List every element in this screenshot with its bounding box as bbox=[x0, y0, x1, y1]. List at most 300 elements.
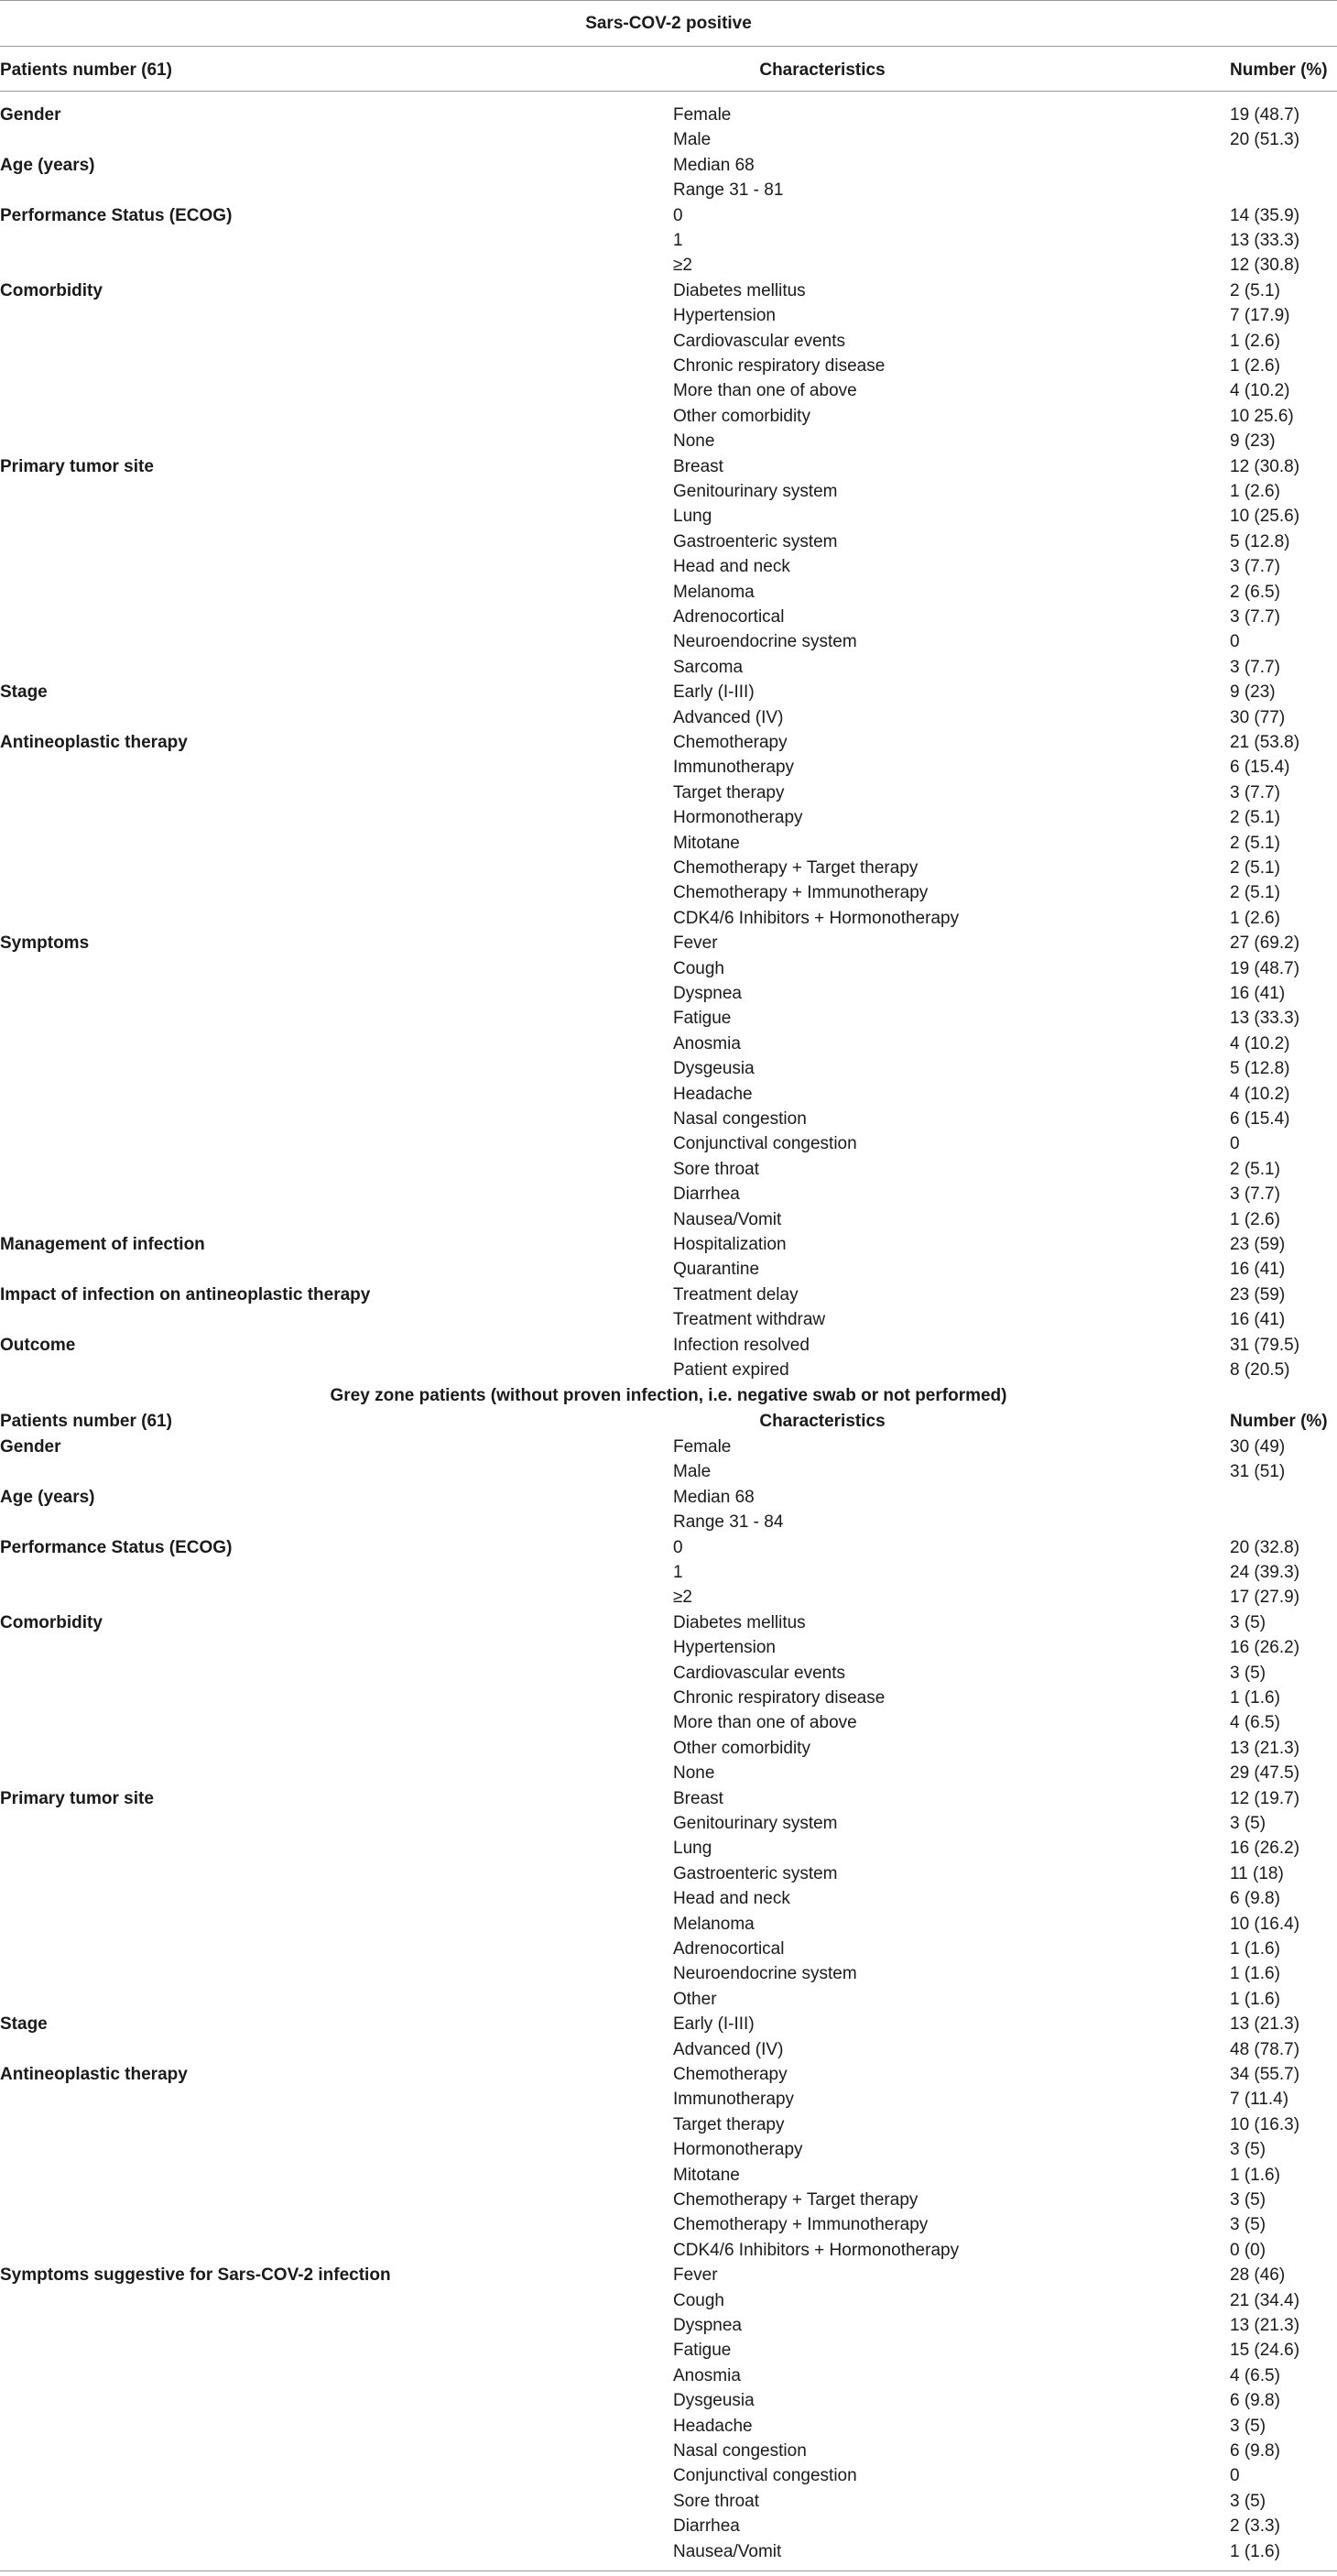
header-rule bbox=[0, 91, 1337, 92]
table-row bbox=[0, 1257, 1337, 1282]
table-row bbox=[0, 1307, 1337, 1332]
table-row bbox=[0, 1459, 1337, 1484]
table-row bbox=[0, 2163, 1337, 2188]
table-row bbox=[0, 2212, 1337, 2237]
table-row bbox=[0, 655, 1337, 680]
table-row bbox=[0, 1056, 1337, 1081]
row-characteristic: Other bbox=[673, 1989, 717, 2009]
row-characteristic: Hypertension bbox=[673, 306, 776, 326]
table-row bbox=[0, 2489, 1337, 2514]
row-number: 3 (5) bbox=[1230, 2215, 1266, 2235]
row-characteristic: Genitourinary system bbox=[673, 1814, 838, 1833]
table-row bbox=[0, 2463, 1337, 2488]
row-characteristic: Mitotane bbox=[673, 2165, 740, 2185]
table-row bbox=[0, 1283, 1337, 1307]
row-number: 8 (20.5) bbox=[1230, 1360, 1290, 1380]
row-number: 34 (55.7) bbox=[1230, 2065, 1300, 2084]
row-number: 31 (51) bbox=[1230, 1462, 1286, 1482]
table-row bbox=[0, 2012, 1337, 2036]
column-header-number: Number (%) bbox=[1230, 1412, 1328, 1431]
row-number: 5 (12.8) bbox=[1230, 531, 1290, 551]
table-row bbox=[0, 1710, 1337, 1735]
row-number: 3 (7.7) bbox=[1230, 782, 1280, 802]
row-number: 3 (5) bbox=[1230, 2416, 1266, 2436]
row-number: 1 (2.6) bbox=[1230, 331, 1280, 351]
row-number: 0 bbox=[1230, 2466, 1240, 2486]
row-category: Comorbidity bbox=[0, 1612, 103, 1632]
row-number: 3 (5) bbox=[1230, 2190, 1266, 2210]
table-row bbox=[0, 1836, 1337, 1861]
table-row bbox=[0, 228, 1337, 253]
row-number: 4 (10.2) bbox=[1230, 1033, 1290, 1053]
table-row bbox=[0, 429, 1337, 453]
row-characteristic: 0 bbox=[673, 205, 683, 225]
table-row bbox=[0, 1686, 1337, 1710]
table-row bbox=[0, 755, 1337, 780]
row-number: 48 (78.7) bbox=[1230, 2039, 1300, 2059]
table-row bbox=[0, 378, 1337, 403]
row-category: Antineoplastic therapy bbox=[0, 2065, 188, 2084]
row-characteristic: Female bbox=[673, 1437, 732, 1457]
row-characteristic: Headache bbox=[673, 1084, 753, 1104]
row-characteristic: Male bbox=[673, 1462, 712, 1482]
row-number: 3 (5) bbox=[1230, 1814, 1266, 1833]
table-row bbox=[0, 404, 1337, 429]
row-number: 10 25.6) bbox=[1230, 406, 1294, 426]
row-number: 19 (48.7) bbox=[1230, 958, 1300, 978]
row-characteristic: Genitourinary system bbox=[673, 482, 838, 501]
table-row bbox=[0, 1207, 1337, 1232]
row-characteristic: Hospitalization bbox=[673, 1235, 787, 1254]
row-category: Age (years) bbox=[0, 1487, 95, 1507]
row-number: 4 (6.5) bbox=[1230, 2365, 1280, 2385]
row-number: 3 (7.7) bbox=[1230, 1184, 1280, 1205]
table-top-rule bbox=[0, 0, 1337, 1]
row-characteristic: Gastroenteric system bbox=[673, 531, 838, 551]
row-category: Gender bbox=[0, 105, 61, 125]
row-number: 10 (25.6) bbox=[1230, 507, 1300, 527]
row-characteristic: Lung bbox=[673, 507, 712, 527]
row-characteristic: Sore throat bbox=[673, 1159, 759, 1179]
row-characteristic: Patient expired bbox=[673, 1360, 789, 1380]
row-number: 3 (5) bbox=[1230, 2491, 1266, 2511]
row-characteristic: Chemotherapy + Target therapy bbox=[673, 858, 919, 878]
row-characteristic: Chronic respiratory disease bbox=[673, 1688, 886, 1708]
table-row bbox=[0, 2137, 1337, 2162]
row-number: 7 (11.4) bbox=[1230, 2090, 1289, 2110]
row-characteristic: Sore throat bbox=[673, 2491, 759, 2511]
table-row bbox=[0, 1761, 1337, 1785]
table-row bbox=[0, 554, 1337, 579]
row-number: 0 bbox=[1230, 632, 1240, 652]
table-row bbox=[0, 1661, 1337, 1686]
table-row bbox=[0, 906, 1337, 931]
table-row bbox=[0, 580, 1337, 605]
table-row bbox=[0, 479, 1337, 504]
row-characteristic: Chemotherapy + Immunotherapy bbox=[673, 883, 929, 903]
row-characteristic: Adrenocortical bbox=[673, 607, 785, 627]
row-characteristic: Early (I-III) bbox=[673, 2014, 755, 2035]
table-row bbox=[0, 2188, 1337, 2212]
table-row bbox=[0, 1510, 1337, 1534]
row-characteristic: Target therapy bbox=[673, 782, 785, 802]
row-number: 3 (7.7) bbox=[1230, 607, 1280, 627]
column-header-characteristics: Characteristics bbox=[759, 1412, 886, 1431]
table-row bbox=[0, 931, 1337, 955]
row-characteristic: Chemotherapy bbox=[673, 733, 788, 752]
row-characteristic: Conjunctival congestion bbox=[673, 1134, 857, 1154]
row-number: 6 (9.8) bbox=[1230, 2391, 1280, 2411]
row-number: 30 (49) bbox=[1230, 1437, 1286, 1457]
table-row bbox=[0, 2062, 1337, 2087]
table-row bbox=[0, 605, 1337, 629]
table-row bbox=[0, 1031, 1337, 1056]
row-characteristic: Median 68 bbox=[673, 1487, 755, 1507]
table-row bbox=[0, 1786, 1337, 1811]
table-row bbox=[0, 1610, 1337, 1635]
row-number: 2 (5.1) bbox=[1230, 833, 1280, 853]
row-number: 7 (17.9) bbox=[1230, 306, 1290, 326]
row-characteristic: Mitotane bbox=[673, 833, 740, 853]
table-row bbox=[0, 680, 1337, 704]
table-row bbox=[0, 354, 1337, 378]
row-number: 1 (2.6) bbox=[1230, 908, 1280, 928]
row-characteristic: Median 68 bbox=[673, 155, 755, 175]
row-number: 31 (79.5) bbox=[1230, 1335, 1300, 1355]
row-characteristic: Melanoma bbox=[673, 1914, 755, 1934]
row-number: 2 (5.1) bbox=[1230, 280, 1280, 300]
row-number: 6 (9.8) bbox=[1230, 1889, 1280, 1909]
table-row bbox=[0, 178, 1337, 202]
row-characteristic: Head and neck bbox=[673, 1889, 790, 1909]
row-number: 13 (21.3) bbox=[1230, 2014, 1300, 2035]
table-row bbox=[0, 1006, 1337, 1031]
row-number: 13 (21.3) bbox=[1230, 2316, 1300, 2335]
row-number: 10 (16.3) bbox=[1230, 2114, 1300, 2134]
table-row bbox=[0, 956, 1337, 981]
row-category: Age (years) bbox=[0, 155, 95, 175]
table-row bbox=[0, 2388, 1337, 2413]
table-row bbox=[0, 1987, 1337, 2012]
row-number: 0 bbox=[1230, 1134, 1240, 1154]
table-row bbox=[0, 1435, 1337, 1459]
row-number: 15 (24.6) bbox=[1230, 2341, 1300, 2361]
table-row bbox=[0, 705, 1337, 730]
table-row bbox=[0, 2539, 1337, 2564]
row-number: 23 (59) bbox=[1230, 1284, 1286, 1304]
row-number: 21 (34.4) bbox=[1230, 2290, 1300, 2310]
row-characteristic: None bbox=[673, 431, 715, 452]
row-number: 4 (6.5) bbox=[1230, 1713, 1280, 1733]
row-characteristic: Lung bbox=[673, 1839, 712, 1859]
row-characteristic: Cardiovascular events bbox=[673, 1663, 845, 1683]
table-row bbox=[0, 629, 1337, 654]
row-number: 1 (2.6) bbox=[1230, 356, 1280, 376]
row-number: 1 (1.6) bbox=[1230, 1688, 1280, 1708]
row-characteristic: Fatigue bbox=[673, 1009, 732, 1029]
row-number: 3 (7.7) bbox=[1230, 657, 1280, 677]
row-number: 1 (1.6) bbox=[1230, 1939, 1280, 1959]
row-number: 2 (5.1) bbox=[1230, 883, 1280, 903]
row-number: 9 (23) bbox=[1230, 682, 1276, 703]
row-category: Performance Status (ECOG) bbox=[0, 1537, 233, 1557]
table-row bbox=[0, 856, 1337, 880]
table-row bbox=[0, 805, 1337, 830]
table-row bbox=[0, 1560, 1337, 1585]
row-characteristic: Nausea/Vomit bbox=[673, 1209, 782, 1229]
row-number: 1 (1.6) bbox=[1230, 2541, 1280, 2561]
column-header-patients: Patients number (61) bbox=[0, 60, 172, 80]
table-row bbox=[0, 2112, 1337, 2137]
section-rule bbox=[0, 46, 1337, 47]
table-row bbox=[0, 1736, 1337, 1761]
row-characteristic: Chemotherapy bbox=[673, 2065, 788, 2084]
section-title-positive: Sars-COV-2 positive bbox=[585, 14, 752, 33]
row-number: 16 (41) bbox=[1230, 984, 1286, 1003]
row-characteristic: More than one of above bbox=[673, 381, 857, 401]
table-row bbox=[0, 2288, 1337, 2313]
table-row bbox=[0, 1811, 1337, 1836]
row-number: 3 (5) bbox=[1230, 1663, 1266, 1683]
table-row bbox=[0, 1961, 1337, 1986]
row-category: Primary tumor site bbox=[0, 456, 154, 476]
row-characteristic: 0 bbox=[673, 1537, 683, 1557]
row-characteristic: Other comorbidity bbox=[673, 1738, 810, 1758]
row-category: Management of infection bbox=[0, 1235, 205, 1254]
row-category: Antineoplastic therapy bbox=[0, 733, 188, 752]
table-row bbox=[0, 303, 1337, 328]
row-number: 13 (33.3) bbox=[1230, 231, 1300, 250]
table-row bbox=[0, 880, 1337, 905]
column-header-row bbox=[0, 1409, 1337, 1434]
table-row bbox=[0, 2087, 1337, 2112]
row-characteristic: Cough bbox=[673, 2290, 724, 2310]
row-number: 6 (15.4) bbox=[1230, 758, 1290, 778]
row-number: 16 (41) bbox=[1230, 1260, 1286, 1280]
row-characteristic: Hypertension bbox=[673, 1638, 776, 1658]
row-characteristic: Target therapy bbox=[673, 2114, 785, 2134]
row-number: 1 (2.6) bbox=[1230, 482, 1280, 501]
table-row bbox=[0, 1333, 1337, 1358]
table-row bbox=[0, 780, 1337, 805]
row-number: 12 (30.8) bbox=[1230, 456, 1300, 476]
row-number: 23 (59) bbox=[1230, 1235, 1286, 1254]
table-row bbox=[0, 730, 1337, 755]
row-number: 1 (2.6) bbox=[1230, 1209, 1280, 1229]
row-characteristic: Melanoma bbox=[673, 582, 755, 602]
row-characteristic: Treatment delay bbox=[673, 1284, 799, 1304]
row-characteristic: Chemotherapy + Immunotherapy bbox=[673, 2215, 929, 2235]
table-row bbox=[0, 278, 1337, 303]
table-row bbox=[0, 2439, 1337, 2463]
row-number: 4 (10.2) bbox=[1230, 381, 1290, 401]
row-number: 1 (1.6) bbox=[1230, 1964, 1280, 1984]
row-characteristic: Breast bbox=[673, 1788, 723, 1808]
table-row bbox=[0, 1535, 1337, 1560]
row-number: 3 (7.7) bbox=[1230, 557, 1280, 577]
row-characteristic: Neuroendocrine system bbox=[673, 1964, 857, 1984]
row-characteristic: None bbox=[673, 1763, 715, 1784]
column-header-row bbox=[0, 58, 1337, 82]
row-characteristic: ≥2 bbox=[673, 256, 692, 276]
row-characteristic: Infection resolved bbox=[673, 1335, 810, 1355]
section-title-grey-zone: Grey zone patients (without proven infection, i.e. negative swab or not performed) bbox=[330, 1386, 1007, 1405]
row-characteristic: Advanced (IV) bbox=[673, 707, 784, 727]
table-row bbox=[0, 1485, 1337, 1510]
row-characteristic: Diabetes mellitus bbox=[673, 1612, 806, 1632]
row-number: 13 (33.3) bbox=[1230, 1009, 1300, 1029]
table-row bbox=[0, 2514, 1337, 2538]
row-number: 24 (39.3) bbox=[1230, 1563, 1300, 1582]
row-number: 27 (69.2) bbox=[1230, 933, 1300, 954]
row-characteristic: Dysgeusia bbox=[673, 1059, 755, 1079]
row-number: 3 (5) bbox=[1230, 1612, 1266, 1632]
row-category: Stage bbox=[0, 682, 48, 703]
row-category: Comorbidity bbox=[0, 280, 103, 300]
row-number: 2 (6.5) bbox=[1230, 582, 1280, 602]
row-characteristic: Cardiovascular events bbox=[673, 331, 845, 351]
row-number: 2 (5.1) bbox=[1230, 858, 1280, 878]
table-row bbox=[0, 1861, 1337, 1886]
row-number: 29 (47.5) bbox=[1230, 1763, 1300, 1784]
table-row bbox=[0, 2313, 1337, 2338]
table-row bbox=[0, 831, 1337, 856]
row-characteristic: Female bbox=[673, 105, 732, 125]
row-number: 6 (15.4) bbox=[1230, 1109, 1290, 1129]
row-characteristic: Anosmia bbox=[673, 2365, 741, 2385]
row-number: 2 (5.1) bbox=[1230, 808, 1280, 828]
row-characteristic: Sarcoma bbox=[673, 657, 744, 677]
row-characteristic: Advanced (IV) bbox=[673, 2039, 784, 2059]
table-row bbox=[0, 1131, 1337, 1156]
row-number: 2 (3.3) bbox=[1230, 2516, 1280, 2537]
row-characteristic: Conjunctival congestion bbox=[673, 2466, 857, 2486]
row-characteristic: Other comorbidity bbox=[673, 406, 810, 426]
row-characteristic: Chronic respiratory disease bbox=[673, 356, 886, 376]
row-category: Primary tumor site bbox=[0, 1788, 154, 1808]
row-characteristic: Diarrhea bbox=[673, 1184, 740, 1205]
row-characteristic: Diabetes mellitus bbox=[673, 280, 806, 300]
table-row bbox=[0, 329, 1337, 354]
table-row bbox=[0, 2414, 1337, 2439]
row-number: 11 (18) bbox=[1230, 1863, 1284, 1883]
row-characteristic: Diarrhea bbox=[673, 2516, 740, 2537]
row-number: 21 (53.8) bbox=[1230, 733, 1300, 752]
row-number: 16 (26.2) bbox=[1230, 1638, 1300, 1658]
row-characteristic: Dyspnea bbox=[673, 2316, 742, 2335]
row-characteristic: Nausea/Vomit bbox=[673, 2541, 782, 2561]
row-characteristic: Hormonotherapy bbox=[673, 808, 803, 828]
row-number: 30 (77) bbox=[1230, 707, 1286, 727]
table-row bbox=[0, 2037, 1337, 2062]
row-category: Gender bbox=[0, 1437, 61, 1457]
row-number: 19 (48.7) bbox=[1230, 105, 1300, 125]
row-characteristic: Fever bbox=[673, 2265, 718, 2286]
table-row bbox=[0, 1082, 1337, 1107]
row-characteristic: Headache bbox=[673, 2416, 753, 2436]
table-row bbox=[0, 504, 1337, 529]
row-characteristic: Adrenocortical bbox=[673, 1939, 785, 1959]
table-row bbox=[0, 127, 1337, 152]
row-number: 20 (51.3) bbox=[1230, 130, 1300, 150]
row-number: 6 (9.8) bbox=[1230, 2441, 1280, 2461]
row-characteristic: Anosmia bbox=[673, 1033, 741, 1053]
row-characteristic: Quarantine bbox=[673, 1260, 760, 1280]
table-row bbox=[0, 253, 1337, 278]
row-characteristic: Treatment withdraw bbox=[673, 1310, 826, 1330]
row-characteristic: Range 31 - 84 bbox=[673, 1512, 784, 1533]
column-header-patients: Patients number (61) bbox=[0, 1412, 172, 1431]
row-number: 1 (1.6) bbox=[1230, 1989, 1280, 2009]
row-number: 1 (1.6) bbox=[1230, 2165, 1280, 2185]
table-row bbox=[0, 1937, 1337, 1961]
row-characteristic: Early (I-III) bbox=[673, 682, 755, 703]
table-row bbox=[0, 1182, 1337, 1206]
row-category: Symptoms bbox=[0, 933, 90, 954]
row-characteristic: Immunotherapy bbox=[673, 758, 795, 778]
row-number: 9 (23) bbox=[1230, 431, 1276, 452]
row-characteristic: 1 bbox=[673, 1563, 683, 1582]
row-number: 3 (5) bbox=[1230, 2140, 1266, 2160]
row-category: Symptoms suggestive for Sars-COV-2 infection bbox=[0, 2265, 391, 2286]
row-number: 13 (21.3) bbox=[1230, 1738, 1300, 1758]
table-row bbox=[0, 203, 1337, 228]
row-characteristic: ≥2 bbox=[673, 1588, 692, 1608]
table-row bbox=[0, 529, 1337, 554]
row-number: 14 (35.9) bbox=[1230, 205, 1300, 225]
row-number: 16 (41) bbox=[1230, 1310, 1286, 1330]
table-row bbox=[0, 1232, 1337, 1257]
row-characteristic: Neuroendocrine system bbox=[673, 632, 857, 652]
row-characteristic: Immunotherapy bbox=[673, 2090, 795, 2110]
row-category: Outcome bbox=[0, 1335, 76, 1355]
row-characteristic: Hormonotherapy bbox=[673, 2140, 803, 2160]
row-number: 12 (30.8) bbox=[1230, 256, 1300, 276]
row-characteristic: Breast bbox=[673, 456, 723, 476]
row-characteristic: Cough bbox=[673, 958, 724, 978]
row-category: Stage bbox=[0, 2014, 48, 2035]
row-number: 12 (19.7) bbox=[1230, 1788, 1300, 1808]
row-characteristic: Nasal congestion bbox=[673, 2441, 807, 2461]
table-row bbox=[0, 981, 1337, 1006]
row-characteristic: 1 bbox=[673, 231, 683, 250]
row-number: 10 (16.4) bbox=[1230, 1914, 1300, 1934]
table-row bbox=[0, 1358, 1337, 1382]
row-number: 20 (32.8) bbox=[1230, 1537, 1300, 1557]
row-number: 0 (0) bbox=[1230, 2240, 1266, 2260]
row-number: 2 (5.1) bbox=[1230, 1159, 1280, 1179]
row-category: Performance Status (ECOG) bbox=[0, 205, 233, 225]
table-row bbox=[0, 1157, 1337, 1182]
row-characteristic: Male bbox=[673, 130, 712, 150]
row-characteristic: Range 31 - 81 bbox=[673, 180, 784, 201]
row-characteristic: CDK4/6 Inhibitors + Hormonotherapy bbox=[673, 2240, 960, 2260]
table-row bbox=[0, 2263, 1337, 2287]
row-characteristic: CDK4/6 Inhibitors + Hormonotherapy bbox=[673, 908, 960, 928]
table-row bbox=[0, 153, 1337, 178]
row-category: Impact of infection on antineoplastic therapy bbox=[0, 1284, 371, 1304]
table-row bbox=[0, 1912, 1337, 1937]
table-row bbox=[0, 2363, 1337, 2388]
row-number: 16 (26.2) bbox=[1230, 1839, 1300, 1859]
row-characteristic: More than one of above bbox=[673, 1713, 857, 1733]
table-row bbox=[0, 2238, 1337, 2263]
row-number: 28 (46) bbox=[1230, 2265, 1286, 2286]
table-row bbox=[0, 103, 1337, 127]
column-header-number: Number (%) bbox=[1230, 60, 1328, 80]
table-row bbox=[0, 2338, 1337, 2363]
table-row bbox=[0, 1886, 1337, 1911]
